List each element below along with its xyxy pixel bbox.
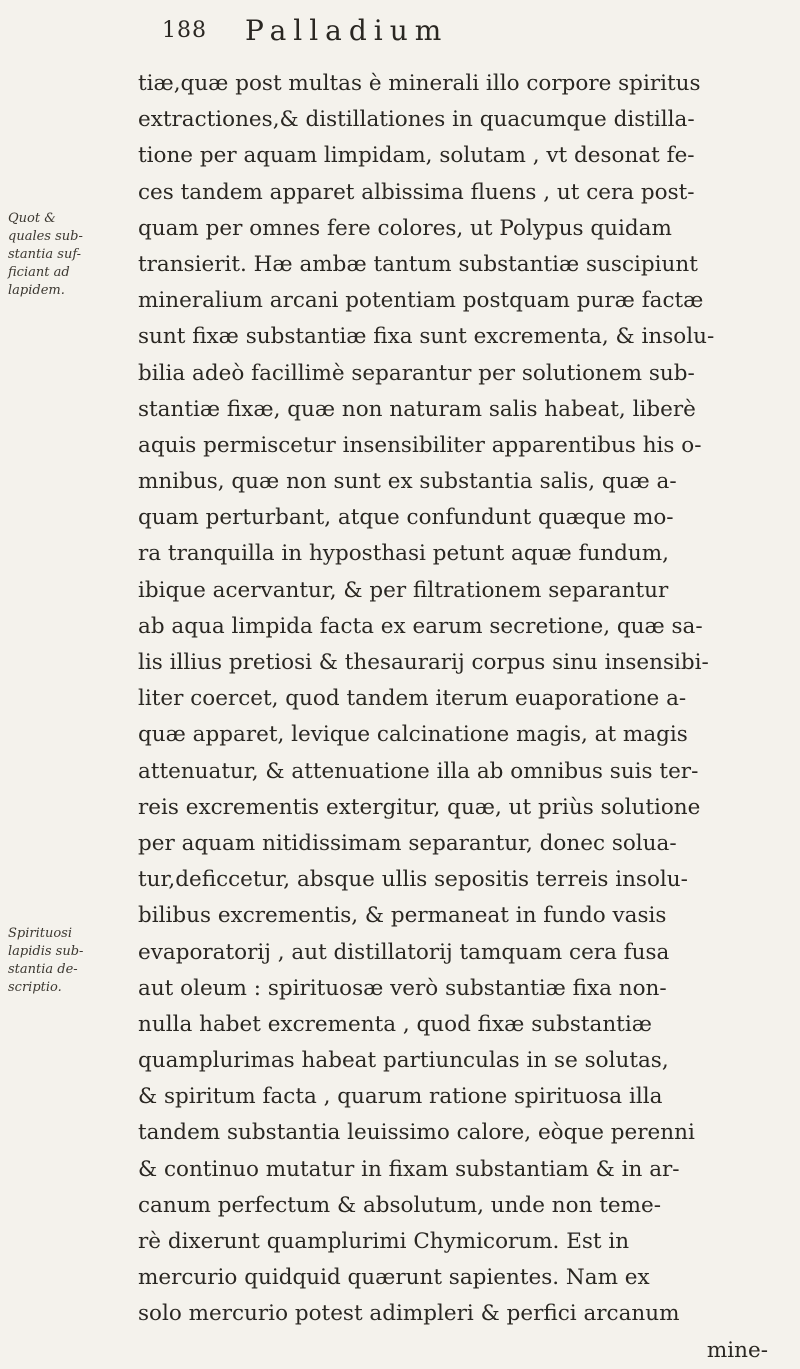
text-line: lis illius pretiosi & thesaurarij corpus sinu insensibi- [138,650,709,675]
text-line: ibique acervantur, & per filtrationem separantur [138,577,669,603]
text-line: ra tranquilla in hyposthasi petunt aquæ fundum, [138,541,669,567]
page-number: 188 [162,18,207,43]
text-line: tiæ,quæ post multas è minerali illo corpore spiritus [138,71,701,96]
margin-note-line: Quot & [8,211,56,226]
running-head: Palladium [245,14,449,47]
margin-note-line: Spirituosi [8,926,73,941]
text-line: reis excrementis extergitur, quæ, ut priùs solutione [138,794,701,820]
text-line: quam per omnes fere colores, ut Polypus quidam [138,215,672,241]
text-line: per aquam nitidissimam separantur, donec solua- [138,830,677,856]
text-line: bilia adeò facillimè separantur per solutionem sub- [138,360,695,386]
text-line: rè dixerunt quamplurimi Chymicorum. Est in [138,1229,630,1254]
margin-note-1 [8,210,108,300]
text-line: transierit. Hæ ambæ tantum substantiæ suscipiunt [138,251,698,277]
text-line: stantiæ fixæ, quæ non naturam salis habeat, liberè [138,396,696,422]
text-line: quæ apparet, levique calcinatione magis, at magis [138,722,688,748]
margin-note-line: scriptio. [8,980,62,995]
text-line: canum perfectum & absolutum, unde non teme- [138,1192,661,1218]
margin-note-line: lapidis sub- [8,944,84,959]
text-line: aquis permiscetur insensibiliter apparentibus his o- [138,432,702,458]
text-line: quam perturbant, atque confundunt quæque mo- [138,505,674,531]
text-line: bilibus excrementis, & permaneat in fundo vasis [138,903,667,929]
text-line: solo mercurio potest adimpleri & perfici arcanum [138,1301,680,1327]
text-line: nulla habet excrementa , quod fixæ substantiæ [138,1011,652,1037]
text-line: & continuo mutatur in fixam substantiam & in ar- [138,1156,680,1182]
text-line: quamplurimas habeat partiunculas in se solutas, [138,1048,669,1074]
text-line: tandem substantia leuissimo calore, eòque perenni [138,1120,695,1146]
text-line: liter coercet, quod tandem iterum euaporatione a- [138,686,687,712]
margin-note-line: stantia suf- [8,247,82,262]
text-line: ab aqua limpida facta ex earum secretione, quæ sa- [138,613,703,639]
text-line: mineralium arcani potentiam postquam puræ factæ [138,288,704,314]
text-line: evaporatorij , aut distillatorij tamquam cera fusa [138,939,670,965]
text-line: & spiritum facta , quarum ratione spirituosa illa [138,1084,663,1110]
page-header [0,14,800,58]
text-line: ces tandem apparet albissima fluens , ut cera post- [138,179,695,205]
text-line: attenuatur, & attenuatione illa ab omnibus suis ter- [138,758,699,784]
margin-note-line: quales sub- [8,229,83,244]
text-line: mercurio quidquid quærunt sapientes. Nam ex [138,1265,650,1291]
margin-note-2 [8,925,108,997]
text-line: extractiones,& distillationes in quacumque distilla- [138,107,695,133]
margin-note-line: lapidem. [8,283,65,298]
margin-note-line: stantia de- [8,962,78,977]
text-line: sunt fixæ substantiæ fixa sunt excrementa, & insolu- [138,324,715,350]
text-line: tur,deficcetur, absque ullis sepositis terreis insolu- [138,867,688,893]
margin-note-line: ficiant ad [8,265,70,280]
catchword: mine- [706,1337,768,1363]
text-line: aut oleum : spirituosæ verò substantiæ fixa non- [138,975,667,1001]
body-text [138,66,778,1369]
text-line: tione per aquam limpidam, solutam , vt desonat fe- [138,143,695,169]
text-line: mnibus, quæ non sunt ex substantia salis, quæ a- [138,469,677,495]
